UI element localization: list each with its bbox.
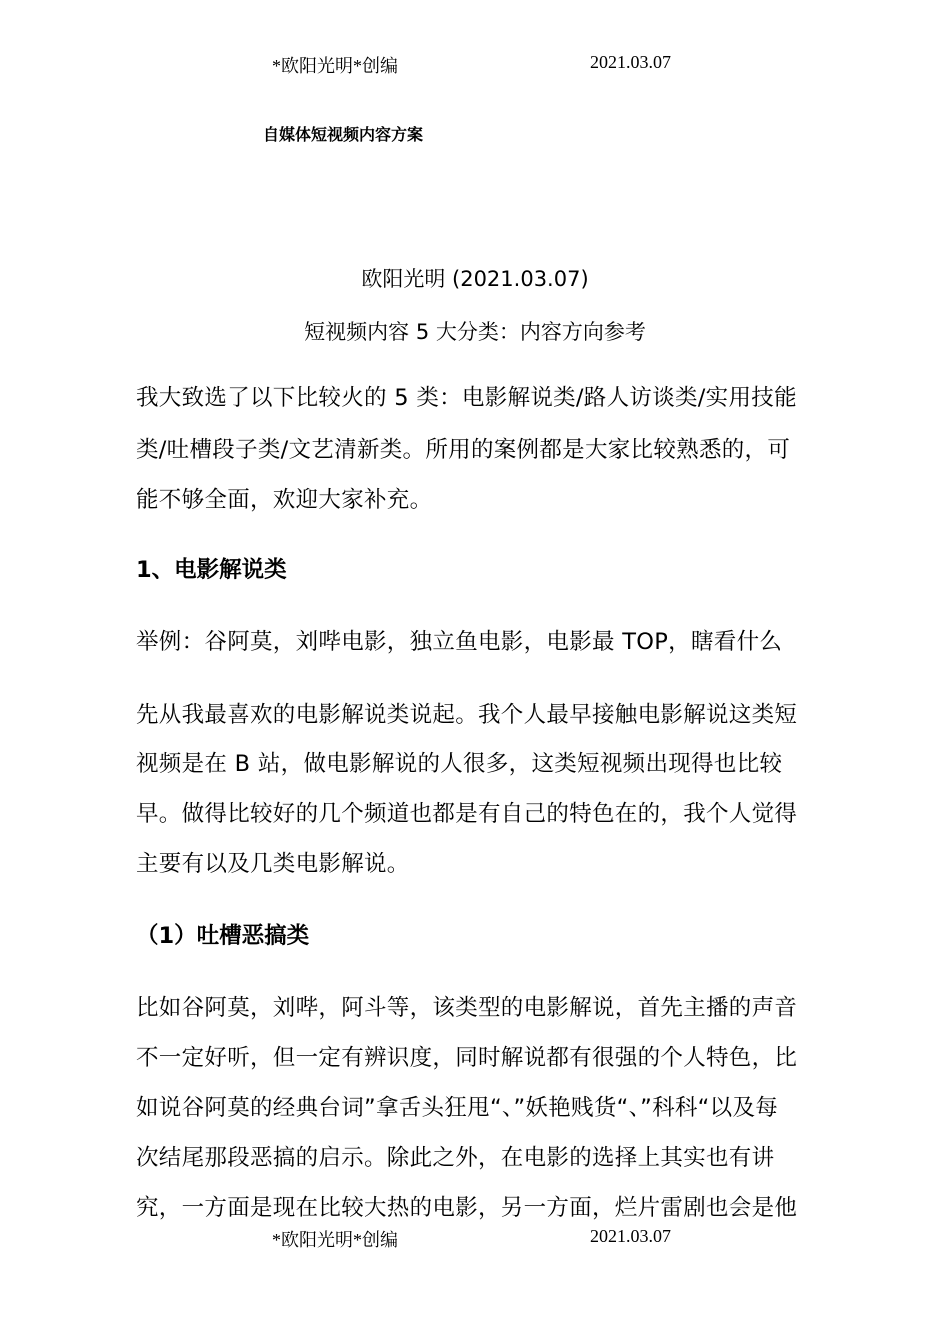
subsection-heading-parody: （1）吐槽恶搞类: [136, 923, 310, 949]
subtitle: 短视频内容 5 大分类：内容方向参考: [304, 320, 646, 344]
para3-line-1: 比如谷阿莫，刘哔，阿斗等，该类型的电影解说，首先主播的声音: [136, 995, 798, 1021]
page-footer-date: 2021.03.07: [590, 1226, 671, 1246]
para2-line-2: 视频是在 B 站，做电影解说的人很多，这类短视频出现得也比较: [136, 751, 783, 777]
para3-line-4: 次结尾那段恶搞的启示。除此之外，在电影的选择上其实也有讲: [136, 1145, 775, 1171]
para3-line-5: 究，一方面是现在比较大热的电影，另一方面，烂片雷剧也会是他: [136, 1195, 798, 1221]
page-footer-author: *欧阳光明*创编: [272, 1230, 398, 1250]
byline: 欧阳光明 (2021.03.07): [361, 267, 589, 291]
page-header-author: *欧阳光明*创编: [272, 56, 398, 76]
page-header-date: 2021.03.07: [590, 52, 671, 72]
intro-line-3: 能不够全面，欢迎大家补充。: [136, 487, 433, 513]
section-heading-movie-commentary: 1、电影解说类: [136, 557, 287, 583]
intro-line-2: 类/吐槽段子类/文艺清新类。所用的案例都是大家比较熟悉的，可: [136, 437, 791, 463]
intro-line-1: 我大致选了以下比较火的 5 类：电影解说类/路人访谈类/实用技能: [136, 385, 797, 411]
para2-line-1: 先从我最喜欢的电影解说类说起。我个人最早接触电影解说这类短: [136, 702, 798, 728]
para3-line-3: 如说谷阿莫的经典台词”拿舌头狂甩“、”妖艳贱货“、”科科“以及每: [136, 1095, 779, 1121]
para2-line-4: 主要有以及几类电影解说。: [136, 851, 410, 877]
document-heading: 自媒体短视频内容方案: [263, 125, 424, 144]
example-line: 举例：谷阿莫，刘哔电影，独立鱼电影，电影最 TOP，瞎看什么: [136, 629, 783, 655]
para3-line-2: 不一定好听，但一定有辨识度，同时解说都有很强的个人特色，比: [136, 1045, 798, 1071]
para2-line-3: 早。做得比较好的几个频道也都是有自己的特色在的，我个人觉得: [136, 801, 798, 827]
